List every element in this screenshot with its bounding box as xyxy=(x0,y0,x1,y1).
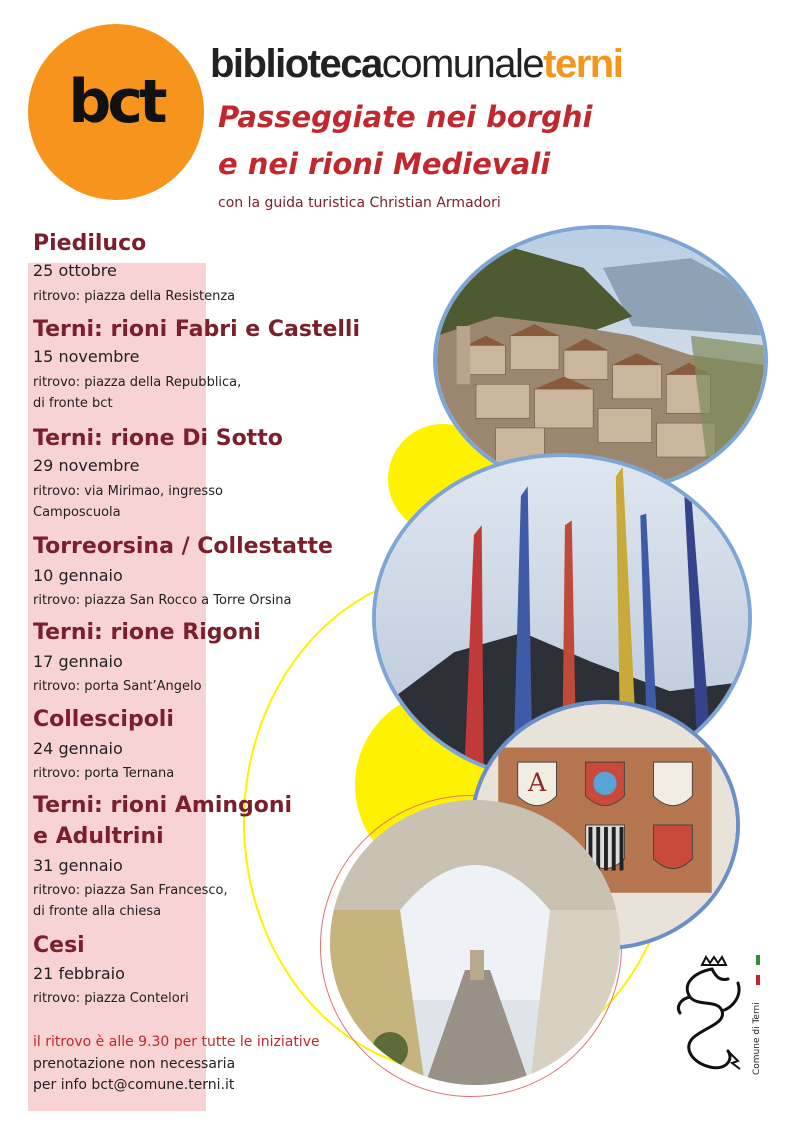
comune-terni-label: Comune di Terni xyxy=(752,1002,762,1075)
street-photo xyxy=(330,800,620,1085)
event-title: Terni: rione Di Sotto xyxy=(33,426,283,451)
event-date: 29 novembre xyxy=(33,456,140,475)
village-photo xyxy=(433,225,768,495)
brand-part-biblioteca: biblioteca xyxy=(210,42,382,86)
page-subtitle: con la guida turistica Christian Armadori xyxy=(218,195,501,211)
event-place: ritrovo: porta Ternana xyxy=(33,766,175,781)
svg-text:A: A xyxy=(527,768,547,798)
bct-logo-text: bct xyxy=(68,67,164,137)
event-date: 17 gennaio xyxy=(33,652,123,671)
brand-part-terni: terni xyxy=(543,42,623,86)
page-title-line1: Passeggiate nei borghi xyxy=(218,100,593,134)
event-title: Collescipoli xyxy=(33,707,174,732)
event-place: ritrovo: piazza San Francesco, xyxy=(33,883,228,898)
brand-name xyxy=(210,44,622,84)
booking-note: prenotazione non necessaria xyxy=(33,1056,236,1072)
event-title: Terni: rioni Fabri e Castelli xyxy=(33,317,360,342)
event-place: ritrovo: piazza Contelori xyxy=(33,991,189,1006)
event-date: 24 gennaio xyxy=(33,739,123,758)
event-title: Terni: rioni Amingoni xyxy=(33,793,293,818)
event-title: Piediluco xyxy=(33,231,147,256)
event-date: 15 novembre xyxy=(33,347,140,366)
event-place: ritrovo: piazza della Resistenza xyxy=(33,289,236,304)
event-place: ritrovo: porta Sant’Angelo xyxy=(33,679,202,694)
event-place: di fronte alla chiesa xyxy=(33,904,162,919)
event-place: Camposcuola xyxy=(33,505,121,520)
event-place: ritrovo: piazza San Rocco a Torre Orsina xyxy=(33,593,292,608)
event-date: 21 febbraio xyxy=(33,964,125,983)
event-title: Cesi xyxy=(33,933,85,958)
event-place: di fronte bct xyxy=(33,396,113,411)
event-date: 25 ottobre xyxy=(33,261,117,280)
event-place: ritrovo: piazza della Repubblica, xyxy=(33,375,242,390)
event-title: Torreorsina / Collestatte xyxy=(33,534,333,559)
brand-part-comunale: comunale xyxy=(381,42,544,86)
event-place: ritrovo: via Mirimao, ingresso xyxy=(33,484,223,499)
event-date: 31 gennaio xyxy=(33,856,123,875)
meeting-time-note: il ritrovo è alle 9.30 per tutte le iniziative xyxy=(33,1034,320,1050)
event-title: e Adultrini xyxy=(33,824,164,849)
event-date: 10 gennaio xyxy=(33,566,123,585)
page-title-line2: e nei rioni Medievali xyxy=(218,147,551,181)
event-title: Terni: rione Rigoni xyxy=(33,620,261,645)
info-contact: per info bct@comune.terni.it xyxy=(33,1077,235,1093)
